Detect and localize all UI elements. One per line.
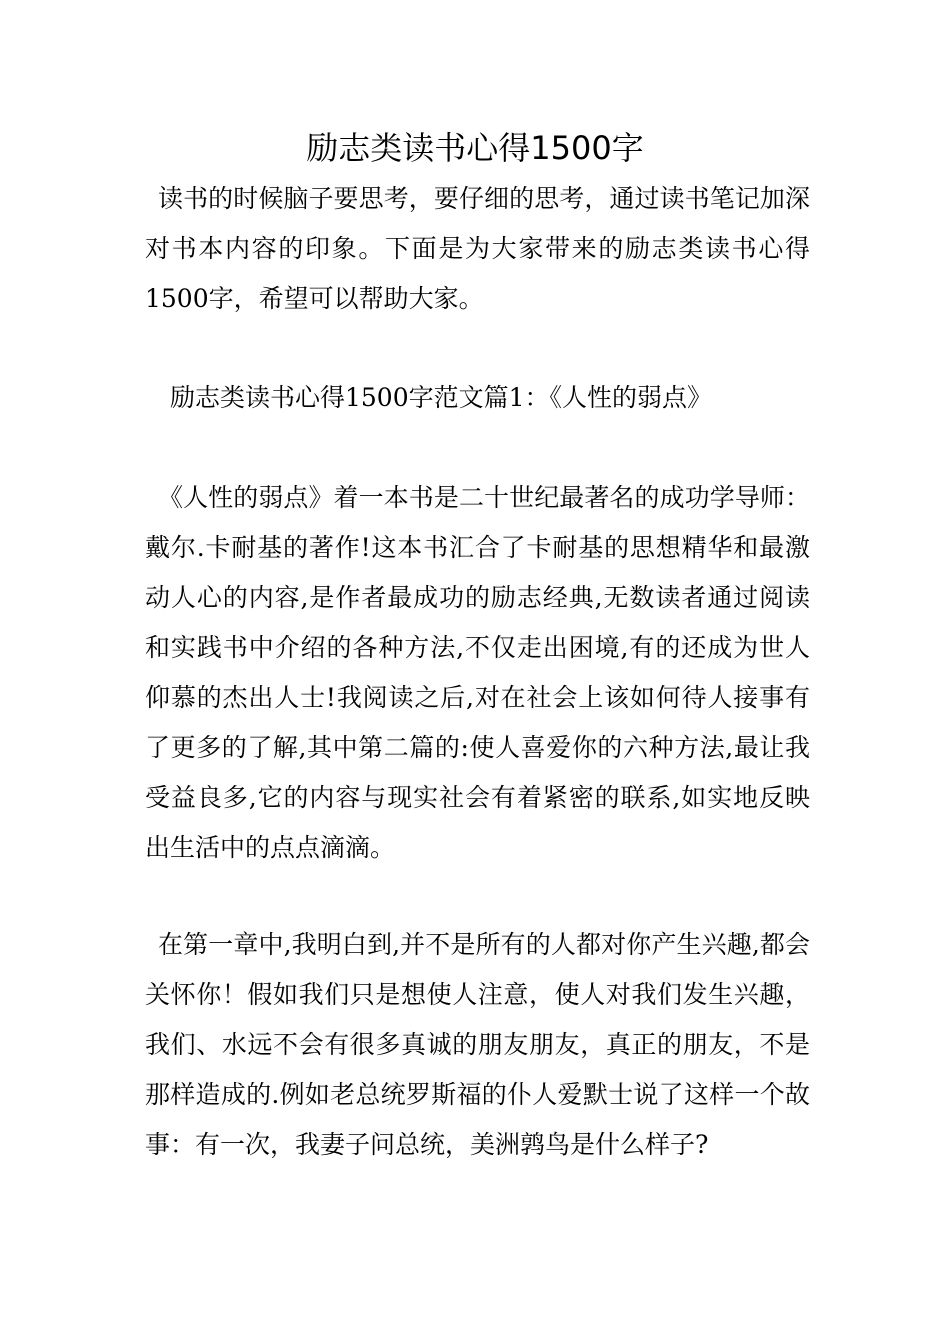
section-heading: 励志类读书心得1500字范文篇1：《人性的弱点》 [170, 383, 713, 412]
document-title: 励志类读书心得1500字 [306, 129, 644, 167]
body-paragraph: 在第一章中,我明白到,并不是所有的人都对你产生兴趣,都会关怀你！假如我们只是想使人注意，使人对我们发生兴趣，我们、水远不会有很多真诚的朋友朋友，真正的朋友，不是那样造成的.例如老总统罗斯福的仆人爱默士说了这样一个故事：有一次，我妻子问总统，美洲鹑鸟是什么样子? [145, 930, 810, 1159]
body-paragraph: 《人性的弱点》着一本书是二十世纪最著名的成功学导师：戴尔.卡耐基的著作!这本书汇合了卡耐基的思想精华和最激动人心的内容,是作者最成功的励志经典,无数读者通过阅读和实践书中介绍的各种方法,不仅走出困境,有的还成为世人仰慕的杰出人士!我阅读之后,对在社会上该如何待人接事有了更多的了解,其中第二篇的:使人喜爱你的六种方法,最让我受益良多,它的内容与现实社会有着紧密的联系,如实地反映出生活中的点点滴滴。 [145, 483, 810, 862]
intro-paragraph: 读书的时候脑子要思考，要仔细的思考，通过读书笔记加深对书本内容的印象。下面是为大家带来的励志类读书心得1500字，希望可以帮助大家。 [145, 184, 810, 313]
